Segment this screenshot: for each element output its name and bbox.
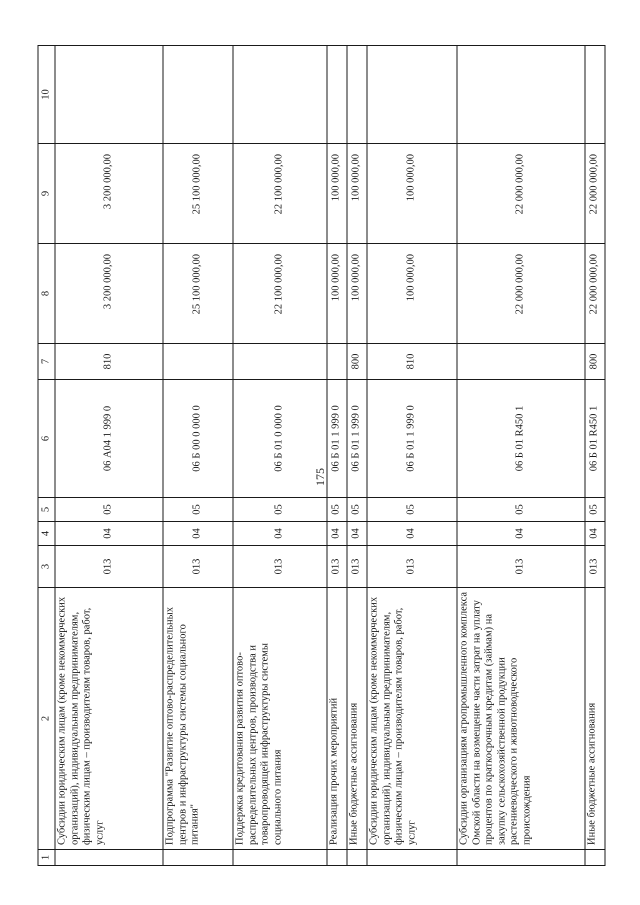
cell-num [327,850,347,866]
cell-name: Субсидии организациям агропромышленного комплекса Омской области на возмещение части затрат на уплату процентов по краткосрочным кредитам (займам) на закупку сельскохозяйственной продукции растениеводческого и животноводческого происхождения [457,588,585,850]
cell-section: 04 [233,522,327,546]
cell-amount: 22 000 000,00 [585,244,605,344]
cell-section: 04 [457,522,585,546]
column-header-7: 7 [38,344,55,380]
cell-ministry: 013 [327,546,347,588]
column-header-8: 8 [38,244,55,344]
column-header-10: 10 [38,46,55,144]
cell-name: Поддержка кредитования развития оптово-распределительных центров, производства и товаропроводящей инфраструктуры системы социального питания [233,588,327,850]
cell-section: 04 [347,522,367,546]
cell-section: 04 [585,522,605,546]
table-row [585,46,605,866]
cell-amount-assigned: 100 000,00 [327,144,347,244]
cell-col10 [347,46,367,144]
cell-num [55,850,163,866]
cell-ministry: 013 [233,546,327,588]
cell-expense-type: 800 [585,344,605,380]
cell-ministry: 013 [347,546,367,588]
cell-col10 [327,46,347,144]
cell-num [585,850,605,866]
table-body [55,46,605,866]
cell-subsection: 05 [367,498,457,522]
cell-section: 04 [55,522,163,546]
column-header-2: 2 [38,588,55,850]
table-row [55,46,163,866]
cell-col10 [55,46,163,144]
column-header-9: 9 [38,144,55,244]
cell-name: Подпрограмма "Развитие оптово-распределительных центров и инфраструктуры системы социального питания" [163,588,233,850]
cell-col10 [457,46,585,144]
cell-amount-assigned: 3 200 000,00 [55,144,163,244]
page-number: 175 [313,468,327,486]
cell-expense-type [163,344,233,380]
cell-target-article: 06 Б 01 0 000 0 [233,380,327,498]
cell-target-article: 06 Б 01 1 999 0 [327,380,347,498]
cell-amount: 22 000 000,00 [457,244,585,344]
cell-col10 [163,46,233,144]
cell-subsection: 05 [457,498,585,522]
cell-ministry: 013 [457,546,585,588]
cell-amount: 3 200 000,00 [55,244,163,344]
column-header-1: 1 [38,850,55,866]
cell-ministry: 013 [163,546,233,588]
cell-expense-type: 800 [347,344,367,380]
cell-col10 [585,46,605,144]
cell-amount-assigned: 100 000,00 [367,144,457,244]
cell-expense-type [457,344,585,380]
cell-expense-type [327,344,347,380]
cell-subsection: 05 [233,498,327,522]
cell-target-article: 06 А04 1 999 0 [55,380,163,498]
cell-amount: 100 000,00 [347,244,367,344]
cell-target-article: 06 Б 00 0 000 0 [163,380,233,498]
budget-table-rotated [38,46,603,866]
cell-target-article: 06 Б 01 R450 1 [585,380,605,498]
cell-section: 04 [163,522,233,546]
cell-subsection: 05 [327,498,347,522]
cell-name: Реализация прочих мероприятий [327,588,347,850]
cell-amount: 25 100 000,00 [163,244,233,344]
cell-name: Иные бюджетные ассигнования [347,588,367,850]
cell-amount: 22 100 000,00 [233,244,327,344]
cell-expense-type [233,344,327,380]
column-header-3: 3 [38,546,55,588]
cell-expense-type: 810 [367,344,457,380]
cell-subsection: 05 [585,498,605,522]
cell-amount-assigned: 25 100 000,00 [163,144,233,244]
cell-ministry: 013 [585,546,605,588]
cell-col10 [233,46,327,144]
cell-amount: 100 000,00 [327,244,347,344]
table-row [327,46,347,866]
cell-name: Субсидии юридическим лицам (кроме некоммерческих организаций), индивидуальным предпринимателям, физическим лицам – производителям товаров, работ, услуг [55,588,163,850]
cell-amount-assigned: 22 000 000,00 [585,144,605,244]
cell-name: Субсидии юридическим лицам (кроме некоммерческих организаций), индивидуальным предпринимателям, физическим лицам – производителям товаров, работ, услуг [367,588,457,850]
cell-num [457,850,585,866]
table-row [233,46,327,866]
cell-name: Иные бюджетные ассигнования [585,588,605,850]
cell-amount: 100 000,00 [367,244,457,344]
table-row [347,46,367,866]
table-row [163,46,233,866]
cell-subsection: 05 [163,498,233,522]
cell-ministry: 013 [55,546,163,588]
budget-table [38,45,606,866]
table-row [457,46,585,866]
cell-ministry: 013 [367,546,457,588]
column-header-4: 4 [38,522,55,546]
cell-num [367,850,457,866]
cell-expense-type: 810 [55,344,163,380]
cell-subsection: 05 [55,498,163,522]
cell-target-article: 06 Б 01 R450 1 [457,380,585,498]
cell-target-article: 06 Б 01 1 999 0 [347,380,367,498]
cell-col10 [367,46,457,144]
header-row [38,46,55,866]
cell-amount-assigned: 22 100 000,00 [233,144,327,244]
column-header-6: 6 [38,380,55,498]
cell-num [163,850,233,866]
cell-amount-assigned: 22 000 000,00 [457,144,585,244]
cell-amount-assigned: 100 000,00 [347,144,367,244]
cell-section: 04 [367,522,457,546]
cell-target-article: 06 Б 01 1 999 0 [367,380,457,498]
cell-section: 04 [327,522,347,546]
cell-subsection: 05 [347,498,367,522]
table-row [367,46,457,866]
cell-num [233,850,327,866]
cell-num [347,850,367,866]
column-header-5: 5 [38,498,55,522]
